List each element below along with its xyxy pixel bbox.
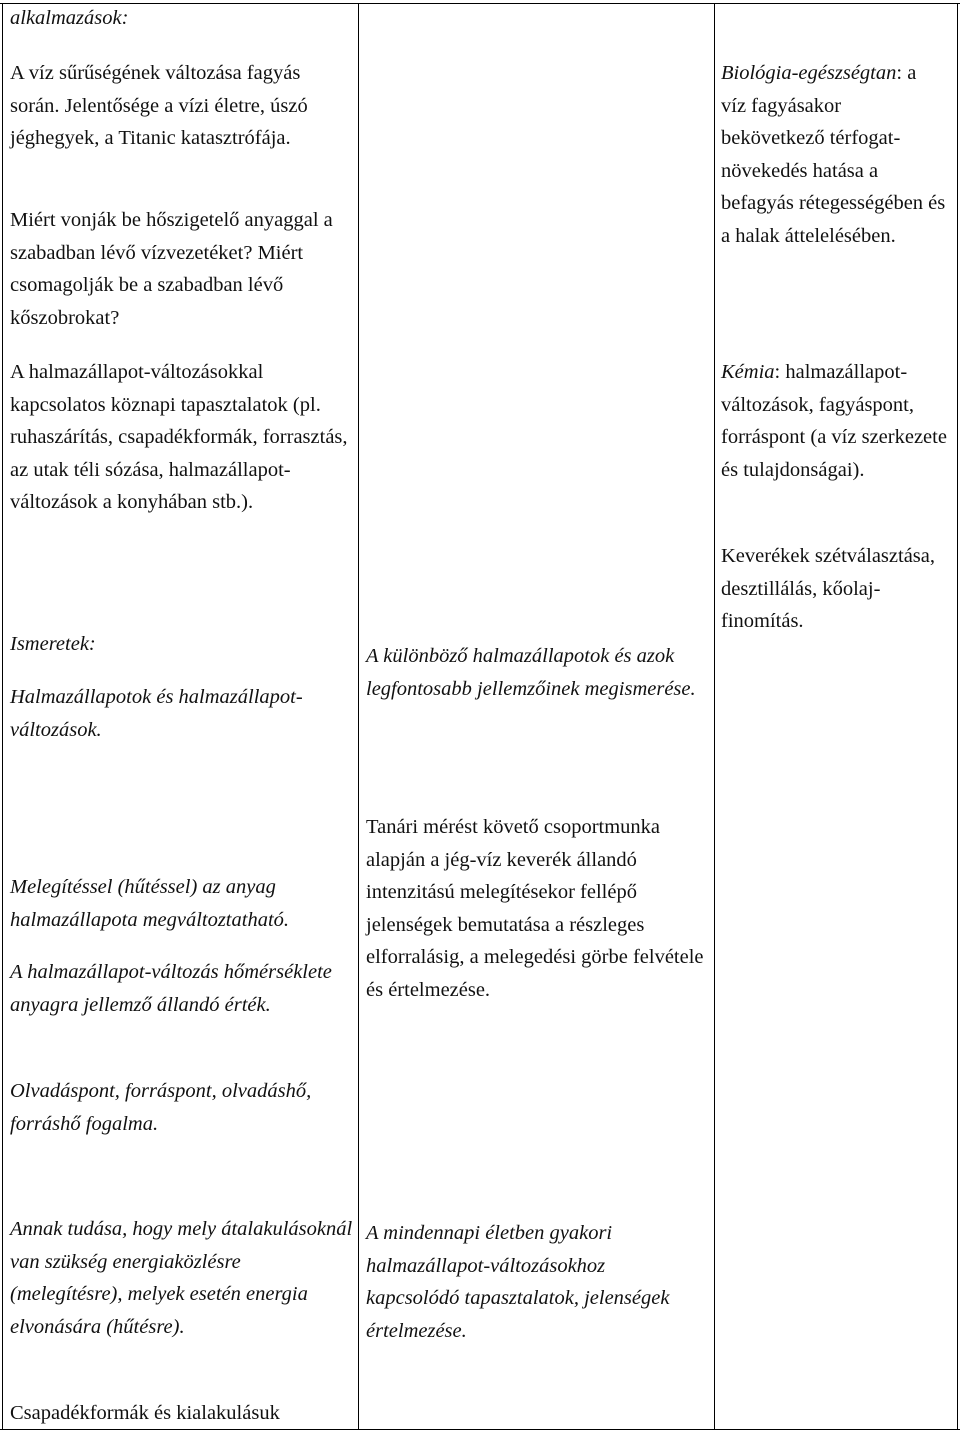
col2-states-goal-text: A különböző halmazállapotok és azok legfontosabb jellemzőinek megismerése. [366, 645, 696, 700]
table-border-col2 [714, 3, 715, 1430]
col3-biology-body: : a víz fagyásakor bekövetkező térfogat-növekedés hatása a befagyás rétegességében és a halak áttelelésében. [721, 62, 946, 247]
col1-experiences-text: A halmazállapot-változásokkal kapcsolatos köznapi tapasztalatok (pl. ruhaszárítás, csapadékformák, forrasztás, az utak téli sózása, halmazállapot-változások a konyhában stb.). [10, 361, 348, 513]
col1-header: alkalmazások: [10, 7, 129, 29]
table-border-left [2, 3, 3, 1430]
col2-everyday-text: A mindennapi életben gyakori halmazállapot-változásokhoz kapcsolódó tapasztalatok, jelenségek értelmezése. [366, 1222, 670, 1342]
col1-knowledge-label: Ismeretek: [10, 633, 96, 655]
col3-chemistry-text [721, 356, 953, 486]
table-border-col1 [358, 3, 359, 1430]
col1-density-text: A víz sűrűségének változása fagyás során. Jelentősége a vízi életre, úszó jéghegyek, a Titanic katasztrófája. [10, 62, 308, 149]
col1-energy-text: Annak tudása, hogy mely átalakulásoknál van szükség energiaközlésre (melegítésre), melyek esetén energia elvonására (hűtésre). [10, 1218, 353, 1338]
col1-insulation-text: Miért vonják be hőszigetelő anyaggal a szabadban lévő vízvezetéket? Miért csomagolják be a szabadban lévő kőszobrokat? [10, 209, 333, 329]
table-border-right [957, 3, 958, 1430]
col3-chemistry-body: : halmazállapot-változások, fagyáspont, forráspont (a víz szerkezete és tulajdonságai). [721, 361, 947, 481]
col3-mixtures-text: Keverékek szétválasztása, desztillálás, kőolaj-finomítás. [721, 545, 935, 632]
col1-precipitation-text: Csapadékformák és kialakulásuk [10, 1402, 280, 1424]
col3-biology-text [721, 57, 946, 252]
col2-measurement-text: Tanári mérést követő csoportmunka alapján a jég-víz keverék állandó intenzitású melegítésekor fellépő jelenségek bemutatása a részleges elforralásig, a melegedési görbe felvétele és értelmezése. [366, 816, 704, 1001]
col1-heating-text: Melegítéssel (hűtéssel) az anyag halmazállapota megváltoztatható. [10, 876, 290, 931]
col1-states-text: Halmazállapotok és halmazállapot-változások. [10, 686, 303, 741]
col1-melting-text: Olvadáspont, forráspont, olvadáshő, forráshő fogalma. [10, 1080, 312, 1135]
col1-temperature-text: A halmazállapot-változás hőmérséklete anyagra jellemző állandó érték. [10, 961, 332, 1016]
col3-biology-label: Biológia-egészségtan [721, 62, 897, 84]
col3-chemistry-label: Kémia [721, 361, 775, 383]
